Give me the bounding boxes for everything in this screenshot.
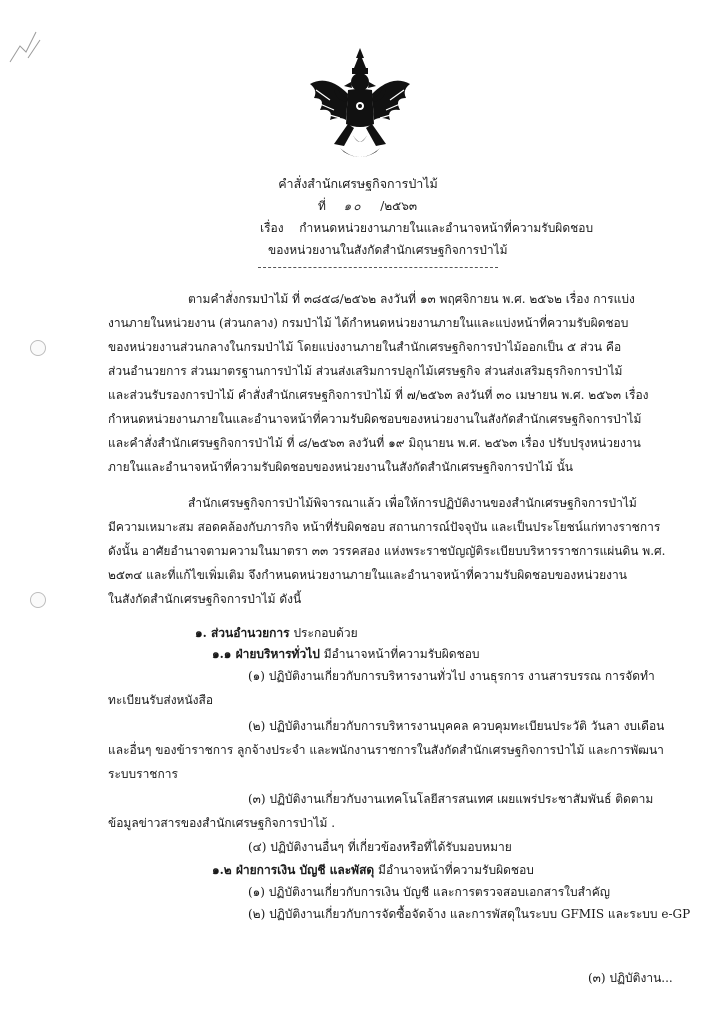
paragraph-2-line: ในสังกัดสำนักเศรษฐกิจการป่าไม้ ดังนี้: [108, 592, 302, 606]
pen-scribble-mark: [6, 22, 56, 68]
order-title: คำสั่งสำนักเศรษฐกิจการป่าไม้: [278, 176, 438, 191]
subsection-1-1-item-2: (๒) ปฏิบัติงานเกี่ยวกับการบริหารงานบุคคล ควบคุมทะเบียนประวัติ วันลา งบเดือน: [248, 719, 665, 733]
paragraph-1-line: และคำสั่งสำนักเศรษฐกิจการป่าไม้ ที่ ๘/๒๕๖๓ ลงวันที่ ๑๙ มิถุนายน พ.ศ. ๒๕๖๓ เรื่อง ปรับปรุงหน่วยงาน: [108, 436, 641, 450]
subsection-1-2-heading: [212, 862, 534, 878]
subject-line-1: [260, 220, 593, 236]
subject-prefix: เรื่อง: [260, 221, 284, 235]
paragraph-2-line: ดังนั้น อาศัยอำนาจตามความในมาตรา ๓๓ วรรคสอง แห่งพระราชบัญญัติระเบียบบริหารราชการแผ่นดิน พ.ศ.: [108, 544, 666, 558]
garuda-emblem: [300, 44, 420, 166]
section-1-heading: [195, 625, 358, 641]
order-number-line: [318, 198, 417, 214]
subsection-1-1-heading: [212, 646, 480, 662]
paragraph-2-line: มีความเหมาะสม สอดคล้องกับภารกิจ หน้าที่รับผิดชอบ สถานการณ์ปัจจุบัน และเป็นประโยชน์แก่ทางราชการ: [108, 520, 661, 534]
subsection-1-2-item-2: (๒) ปฏิบัติงานเกี่ยวกับการจัดซื้อจัดจ้าง และการพัสดุในระบบ GFMIS และระบบ e-GP: [248, 907, 691, 921]
subsection-1-1-item-3: (๓) ปฏิบัติงานเกี่ยวกับงานเทคโนโลยีสารสนเทศ เผยแพร่ประชาสัมพันธ์ ติดตาม: [248, 792, 654, 806]
subsection-1-2-item-1: (๑) ปฏิบัติงานเกี่ยวกับการเงิน บัญชี และการตรวจสอบเอกสารใบสำคัญ: [248, 885, 610, 899]
subsection-1-1-title: ๑.๑ ฝ่ายบริหารทั่วไป: [212, 647, 320, 661]
section-1-title: ๑. ส่วนอำนวยการ: [195, 626, 290, 640]
subsection-1-1-item-2-cont: ระบบราชการ: [108, 767, 178, 781]
subsection-1-1-item-4: (๔) ปฏิบัติงานอื่นๆ ที่เกี่ยวข้องหรือที่ได้รับมอบหมาย: [248, 840, 512, 854]
subsection-1-2-rest: มีอำนาจหน้าที่ความรับผิดชอบ: [378, 863, 534, 877]
subsection-1-1-rest: มีอำนาจหน้าที่ความรับผิดชอบ: [323, 647, 480, 661]
subsection-1-2-title: ๑.๒ ฝ่ายการเงิน บัญชี และพัสดุ: [212, 863, 375, 877]
section-1-title-rest: ประกอบด้วย: [293, 626, 358, 640]
punch-hole-bottom: [30, 592, 46, 608]
subject-text-1: กำหนดหน่วยงานภายในและอำนาจหน้าที่ความรับผิดชอบ: [299, 221, 594, 235]
order-number-handwritten: ๑๐: [343, 199, 363, 213]
paragraph-1-line: ภายในและอำนาจหน้าที่ความรับผิดชอบของหน่วยงานในสังกัดสำนักเศรษฐกิจการป่าไม้ นั้น: [108, 460, 573, 474]
paragraph-1-line: และส่วนรับรองการป่าไม้ คำสั่งสำนักเศรษฐกิจการป่าไม้ ที่ ๗/๒๕๖๓ ลงวันที่ ๓๐ เมษายน พ.ศ. ๒๕๖๓ เรื่อง: [108, 388, 649, 402]
paragraph-2-line: สำนักเศรษฐกิจการป่าไม้พิจารณาแล้ว เพื่อให้การปฏิบัติงานของสำนักเศรษฐกิจการป่าไม้: [188, 496, 637, 510]
paragraph-1-line: กำหนดหน่วยงานภายในและอำนาจหน้าที่ความรับผิดชอบของหน่วยงานในสังกัดสำนักเศรษฐกิจการป่าไม้: [108, 412, 642, 426]
paragraph-1-line: งานภายในหน่วยงาน (ส่วนกลาง) กรมป่าไม้ ได้กำหนดหน่วยงานภายในและแบ่งหน้าที่ความรับผิดชอบ: [108, 316, 629, 330]
header-divider: [258, 267, 498, 268]
order-number-prefix: ที่: [318, 199, 326, 213]
subsection-1-1-item-1: (๑) ปฏิบัติงานเกี่ยวกับการบริหารงานทั่วไป งานธุรการ งานสารบรรณ การจัดทำ: [248, 669, 655, 683]
paragraph-1-line: ของหน่วยงานส่วนกลางในกรมป่าไม้ โดยแบ่งงานภายในสำนักเศรษฐกิจการป่าไม้ออกเป็น ๕ ส่วน คือ: [108, 340, 622, 354]
paragraph-1-line: ตามคำสั่งกรมป่าไม้ ที่ ๓๘๕๘/๒๕๖๒ ลงวันที่ ๑๓ พฤศจิกายน พ.ศ. ๒๕๖๒ เรื่อง การแบ่ง: [188, 292, 635, 306]
paragraph-2-line: ๒๕๓๔ และที่แก้ไขเพิ่มเติม จึงกำหนดหน่วยงานภายในและอำนาจหน้าที่ความรับผิดชอบของหน่วยงาน: [108, 568, 627, 582]
subsection-1-1-item-1-cont: ทะเบียนรับส่งหนังสือ: [108, 693, 214, 707]
subsection-1-1-item-3-cont: ข้อมูลข่าวสารของสำนักเศรษฐกิจการป่าไม้ .: [108, 816, 336, 830]
subject-line-2: ของหน่วยงานในสังกัดสำนักเศรษฐกิจการป่าไม้: [268, 243, 508, 257]
punch-hole-top: [30, 340, 46, 356]
paragraph-1-line: ส่วนอำนวยการ ส่วนมาตรฐานการป่าไม้ ส่วนส่งเสริมการปลูกไม้เศรษฐกิจ ส่วนส่งเสริมธุรกิจการป่าไม้: [108, 364, 623, 378]
order-number-suffix: /๒๕๖๓: [380, 199, 418, 213]
continuation-marker: (๓) ปฏิบัติงาน...: [588, 971, 673, 985]
subsection-1-1-item-2-cont: และอื่นๆ ของข้าราชการ ลูกจ้างประจำ และพนักงานราชการในสังกัดสำนักเศรษฐกิจการป่าไม้ และการพัฒนา: [108, 743, 664, 757]
